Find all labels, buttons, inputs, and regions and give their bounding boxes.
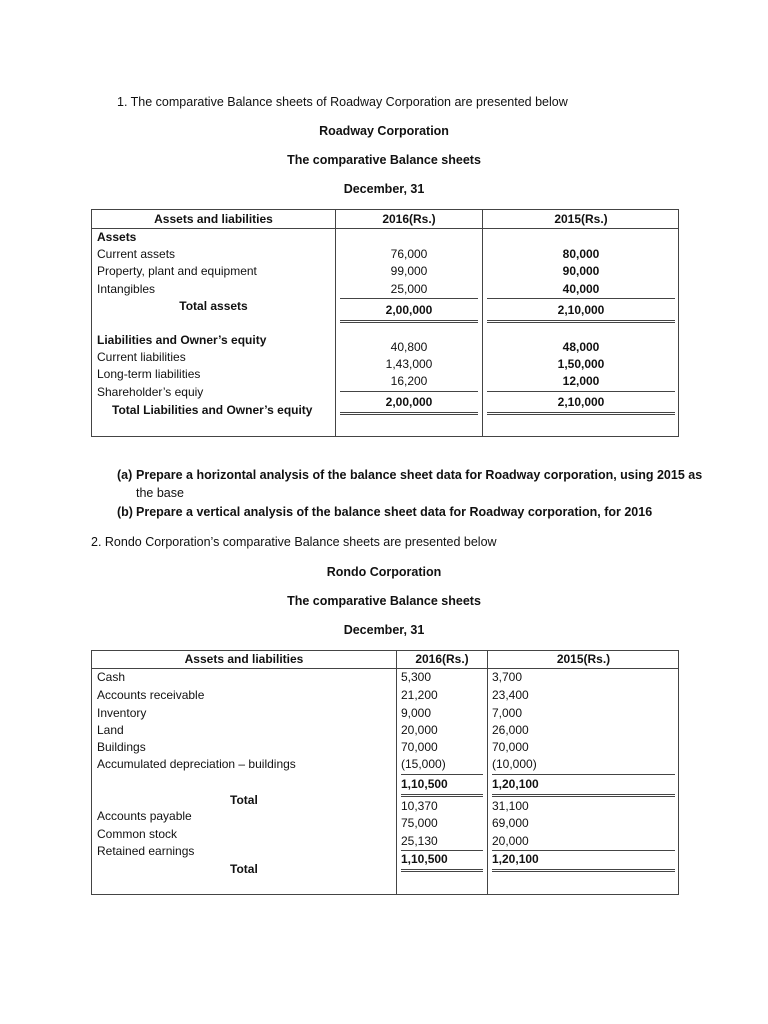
q1-liab-heading: Liabilities and Owner’s equity	[97, 333, 267, 347]
q1-row-2015: 40,000	[562, 282, 600, 296]
q1-row-2015: 48,000	[562, 340, 600, 354]
q2-row-2016: 25,130	[401, 834, 438, 848]
q1-row-2015: 90,000	[562, 264, 600, 278]
q2-row-2016: 21,200	[401, 688, 438, 702]
q2-row-2016: 75,000	[401, 816, 438, 830]
q2-row-2015: (10,000)	[492, 757, 537, 771]
q2-row-2015: 26,000	[492, 723, 529, 737]
q1-total-assets-label: Total assets	[179, 299, 248, 313]
q2-row-2015: 23,400	[492, 688, 529, 702]
q2-row-2016: 70,000	[401, 740, 438, 754]
q2-row-2015: 20,000	[492, 834, 529, 848]
task-a-text: Prepare a horizontal analysis of the balance sheet data for Roadway corporation, using 2015 as	[136, 468, 703, 482]
q2-row-label: Retained earnings	[97, 844, 195, 858]
q1-row-label: Shareholder’s equiy	[97, 385, 204, 399]
q2-row-label: Cash	[97, 670, 126, 684]
q2-row-2016: 9,000	[401, 706, 432, 720]
q2-row-2016: 5,300	[401, 670, 432, 684]
q2-total2-2015: 1,20,100	[492, 852, 539, 866]
q1-header-2015: 2015(Rs.)	[554, 212, 608, 226]
q1-row-2016: 1,43,000	[385, 357, 433, 371]
q2-row-2016: 10,370	[401, 799, 438, 813]
q2-row-2015: 31,100	[492, 799, 529, 813]
q2-header-item: Assets and liabilities	[184, 652, 304, 666]
q2-row-2016: 20,000	[401, 723, 438, 737]
q2-header-2016: 2016(Rs.)	[415, 652, 469, 666]
q1-row-2016: 25,000	[390, 282, 428, 296]
q1-header-2016: 2016(Rs.)	[382, 212, 436, 226]
task-a-marker: (a)	[117, 468, 133, 482]
q1-total-assets-2016: 2,00,000	[385, 303, 433, 317]
q2-date: December, 31	[343, 623, 425, 637]
q2-company-title: Rondo Corporation	[326, 565, 442, 579]
q2-row-2015: 70,000	[492, 740, 529, 754]
q1-row-2016: 76,000	[390, 247, 428, 261]
q2-row-label: Accumulated depreciation – buildings	[97, 757, 296, 771]
q2-row-label: Accounts receivable	[97, 688, 205, 702]
q1-assets-heading: Assets	[97, 230, 137, 244]
q1-total-liab-label: Total Liabilities and Owner’s equity	[112, 403, 313, 417]
q2-balance-table	[91, 650, 679, 895]
q1-row-2016: 16,200	[390, 374, 428, 388]
q2-row-label: Inventory	[97, 706, 147, 720]
task-b-text: Prepare a vertical analysis of the balance sheet data for Roadway corporation, for 2016	[136, 505, 653, 519]
q1-date: December, 31	[343, 182, 425, 196]
q1-row-2016: 99,000	[390, 264, 428, 278]
q1-row-label: Property, plant and equipment	[97, 264, 257, 278]
q2-header-2015: 2015(Rs.)	[556, 652, 611, 666]
q2-row-label: Common stock	[97, 827, 178, 841]
q1-company-title: Roadway Corporation	[319, 124, 449, 138]
task-b-marker: (b)	[117, 505, 133, 519]
q2-subtitle: The comparative Balance sheets	[287, 594, 481, 608]
q1-balance-table	[91, 209, 679, 437]
task-a-text-cont: the base	[136, 486, 184, 500]
q2-row-label: Accounts payable	[97, 809, 192, 823]
q2-row-2015: 3,700	[492, 670, 523, 684]
q1-total-liab-2016: 2,00,000	[385, 395, 433, 409]
q1-row-label: Intangibles	[97, 282, 156, 296]
q1-subtitle: The comparative Balance sheets	[287, 153, 481, 167]
q1-row-label: Long-term liabilities	[97, 367, 201, 381]
q2-row-2015: 69,000	[492, 816, 529, 830]
q2-row-2015: 7,000	[492, 706, 523, 720]
q2-total2-2016: 1,10,500	[401, 852, 448, 866]
q1-total-assets-2015: 2,10,000	[557, 303, 605, 317]
q2-total1-label: Total	[230, 793, 258, 807]
q2-row-2016: (15,000)	[401, 757, 446, 771]
q1-row-label: Current assets	[97, 247, 176, 261]
q2-intro: 2. Rondo Corporation’s comparative Balance sheets are presented below	[91, 535, 497, 549]
q1-row-label: Current liabilities	[97, 350, 186, 364]
q2-total1-2016: 1,10,500	[401, 777, 448, 791]
q2-row-label: Buildings	[97, 740, 146, 754]
q1-intro: 1. The comparative Balance sheets of Roadway Corporation are presented below	[117, 95, 568, 109]
q2-total2-label: Total	[230, 862, 258, 876]
q1-header-item: Assets and liabilities	[154, 212, 273, 226]
q1-row-2015: 12,000	[562, 374, 600, 388]
q2-row-label: Land	[97, 723, 124, 737]
q1-row-2015: 80,000	[562, 247, 600, 261]
q1-total-liab-2015: 2,10,000	[557, 395, 605, 409]
q1-row-2015: 1,50,000	[557, 357, 605, 371]
q2-total1-2015: 1,20,100	[492, 777, 539, 791]
q1-row-2016: 40,800	[390, 340, 428, 354]
